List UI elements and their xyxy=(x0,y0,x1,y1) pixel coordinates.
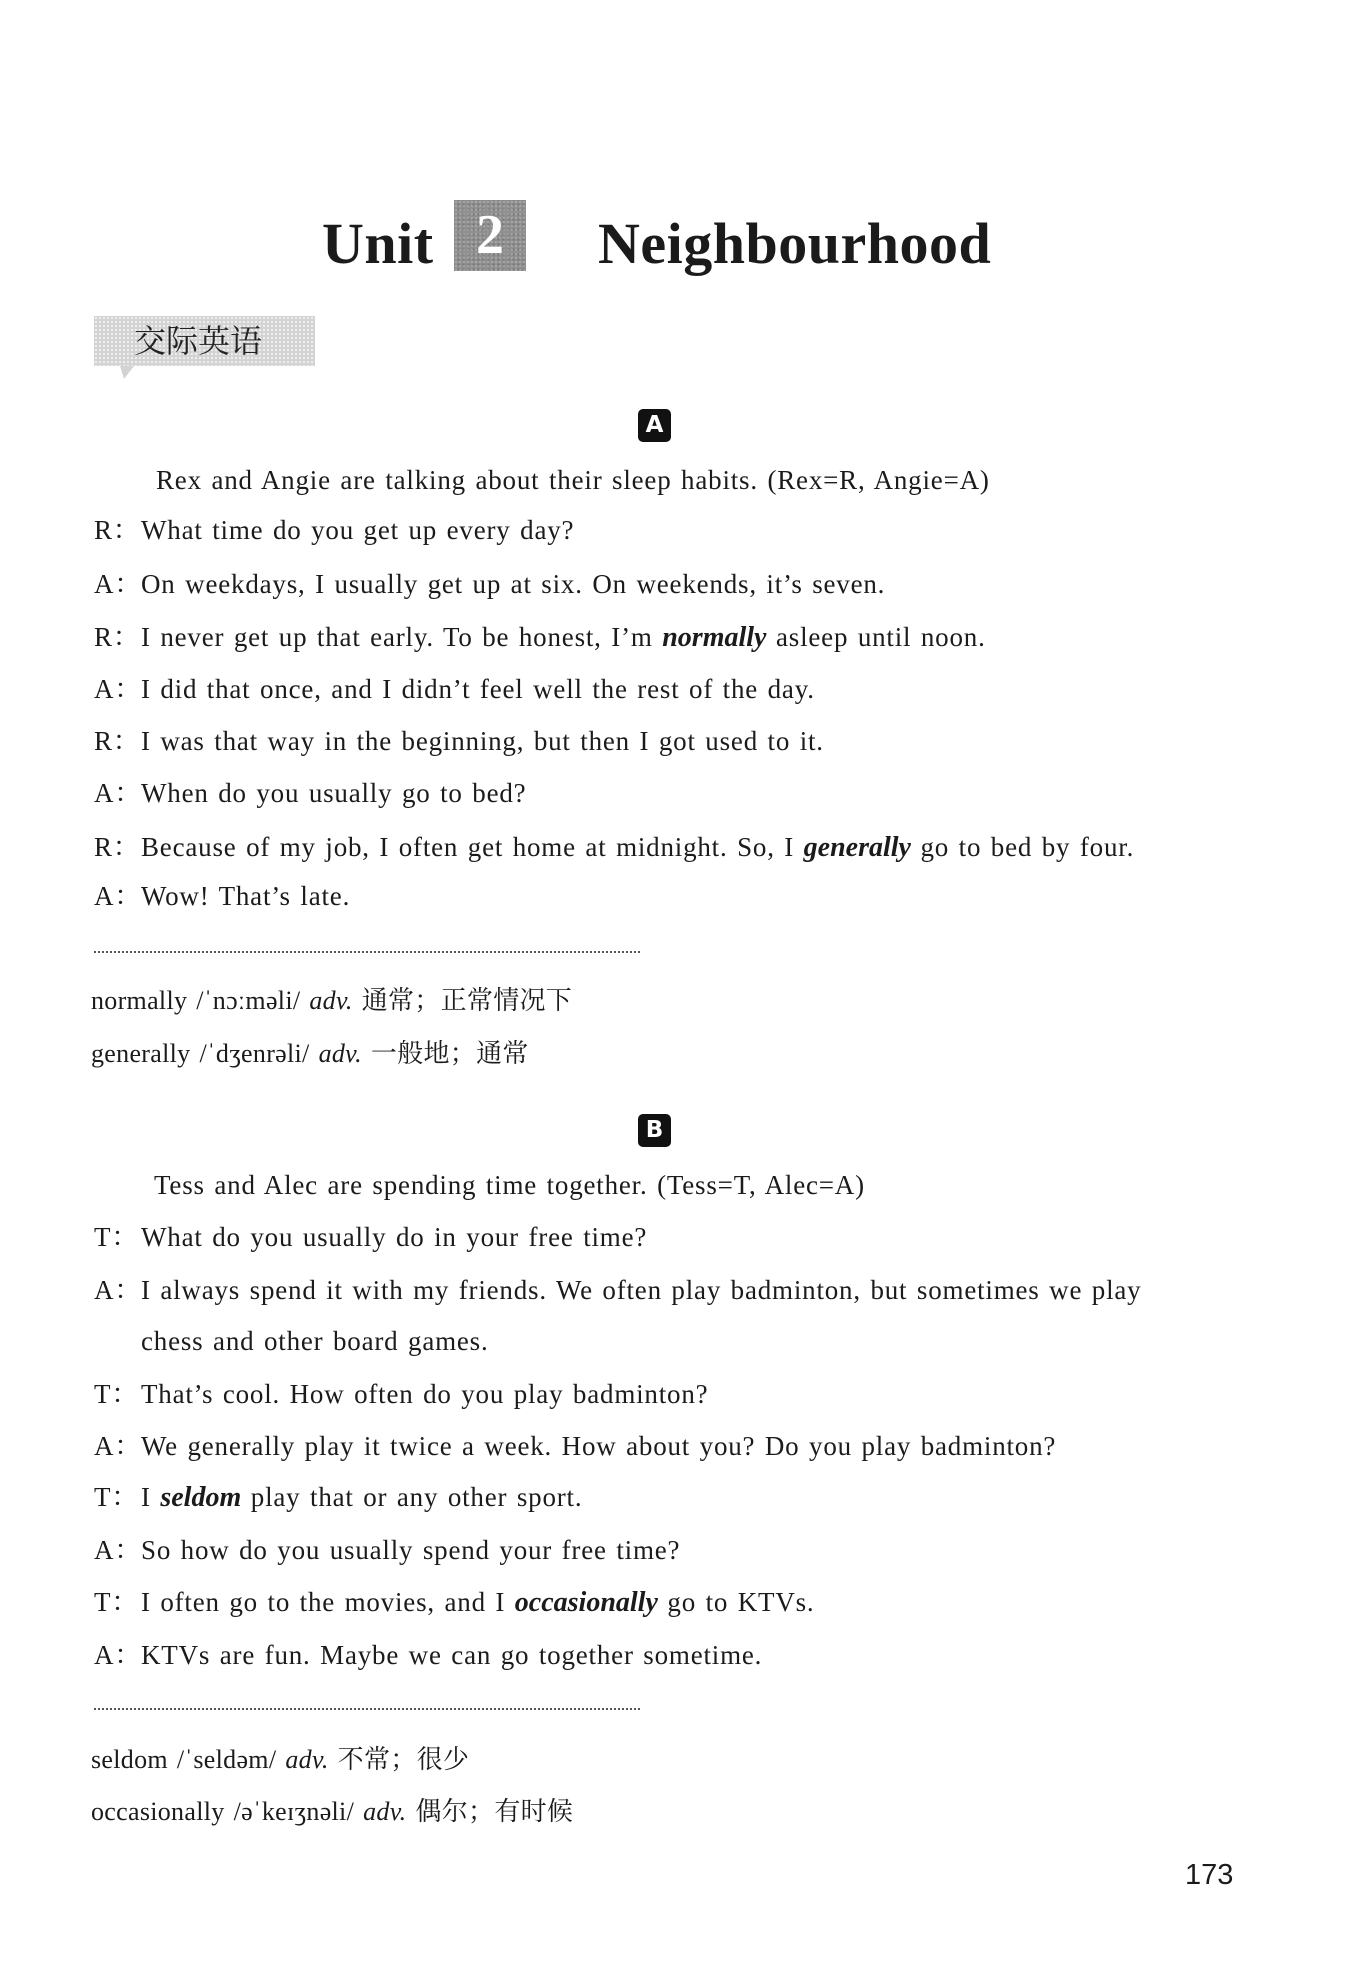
speaker-label: A： xyxy=(94,778,143,808)
line-text-before: I xyxy=(141,1482,161,1512)
speaker-label: T： xyxy=(94,1587,140,1617)
line-text: What do you usually do in your free time? xyxy=(141,1222,648,1252)
dialogue-intro: Tess and Alec are spending time together. (Tess=T, Alec=A) xyxy=(154,1170,865,1200)
vocab-pos: adv. xyxy=(309,986,353,1015)
vocab-phonetic: /əˈkeɪʒnəli/ xyxy=(233,1797,355,1826)
key-word: occasionally xyxy=(514,1587,658,1618)
vocab-entry xyxy=(91,1037,529,1071)
vocab-entry xyxy=(91,1743,469,1777)
line-text: We generally play it twice a week. How about you? Do you play badminton? xyxy=(141,1431,1057,1461)
key-word: seldom xyxy=(160,1482,242,1513)
speaker-label: R： xyxy=(94,515,141,545)
line-text: I did that once, and I didn’t feel well the rest of the day. xyxy=(141,674,815,704)
speaker-label: A： xyxy=(94,1535,143,1565)
key-word: generally xyxy=(803,832,911,863)
vocab-pos: adv. xyxy=(318,1039,362,1068)
section-tag-label: 交际英语 xyxy=(134,322,263,360)
dialogue-line xyxy=(94,1429,1056,1463)
vocab-pos: adv. xyxy=(363,1797,407,1826)
dialogue-line-continuation xyxy=(141,1324,489,1358)
speaker-label: T： xyxy=(94,1222,140,1252)
vocab-phonetic: /ˈdʒenrəli/ xyxy=(199,1039,310,1068)
dialogue-line xyxy=(94,567,885,601)
line-text: On weekdays, I usually get up at six. On weekends, it’s seven. xyxy=(141,569,886,599)
speaker-label: R： xyxy=(94,832,141,862)
vocab-pos: adv. xyxy=(285,1745,329,1774)
unit-title: Neighbourhood xyxy=(598,211,992,276)
line-text-before: I often go to the movies, and I xyxy=(141,1587,515,1617)
speaker-label: A： xyxy=(94,569,143,599)
vocab-phonetic: /ˈnɔːməli/ xyxy=(196,986,301,1015)
section-tag xyxy=(94,316,315,366)
line-text-after: go to KTVs. xyxy=(657,1587,815,1617)
dialogue-line xyxy=(94,724,824,758)
line-text: chess and other board games. xyxy=(141,1326,489,1356)
dialogue-line xyxy=(94,1377,708,1411)
part-b-badge: B xyxy=(638,1114,671,1147)
dialogue-line xyxy=(94,1220,647,1254)
dialogue-line xyxy=(94,1638,762,1672)
vocab-phonetic: /ˈseldəm/ xyxy=(176,1745,277,1774)
speaker-label: R： xyxy=(94,622,141,652)
vocab-word: normally xyxy=(91,986,188,1015)
speech-bubble-tail-icon xyxy=(120,366,134,379)
unit-number-box: 2 xyxy=(454,200,526,271)
part-a-badge: A xyxy=(638,409,671,442)
dialogue-intro: Rex and Angie are talking about their sleep habits. (Rex=R, Angie=A) xyxy=(156,465,990,495)
dialogue-line xyxy=(94,1533,680,1567)
vocab-meaning: 一般地；通常 xyxy=(370,1039,529,1069)
line-text: I was that way in the beginning, but then I got used to it. xyxy=(141,726,824,756)
vocab-word: generally xyxy=(91,1039,191,1068)
line-text-before: I never get up that early. To be honest, I’m xyxy=(141,622,663,652)
dotted-divider xyxy=(94,951,640,953)
line-text: What time do you get up every day? xyxy=(141,515,575,545)
speaker-label: A： xyxy=(94,674,143,704)
line-text: Wow! That’s late. xyxy=(141,881,351,911)
vocab-word: seldom xyxy=(91,1745,168,1774)
vocab-meaning: 偶尔；有时候 xyxy=(415,1797,574,1827)
speaker-label: A： xyxy=(94,1640,143,1670)
vocab-entry xyxy=(91,984,572,1018)
vocab-word: occasionally xyxy=(91,1797,225,1826)
key-word: normally xyxy=(662,622,767,653)
unit-label: Unit xyxy=(322,211,434,276)
dialogue-line xyxy=(94,879,350,913)
line-text-after: go to bed by four. xyxy=(910,832,1135,862)
line-text: When do you usually go to bed? xyxy=(141,778,527,808)
line-text: That’s cool. How often do you play badminton? xyxy=(141,1379,709,1409)
vocab-meaning: 不常；很少 xyxy=(337,1745,470,1775)
dialogue-line xyxy=(94,1585,814,1620)
speaker-label: T： xyxy=(94,1482,140,1512)
dotted-divider xyxy=(94,1708,640,1710)
dialogue-line xyxy=(94,620,986,655)
dialogue-line xyxy=(94,830,1134,865)
line-text: KTVs are fun. Maybe we can go together sometime. xyxy=(141,1640,763,1670)
line-text: I always spend it with my friends. We often play badminton, but sometimes we play xyxy=(141,1275,1142,1305)
speaker-label: A： xyxy=(94,881,143,911)
line-text-after: play that or any other sport. xyxy=(241,1482,583,1512)
speaker-label: A： xyxy=(94,1431,143,1461)
vocab-entry xyxy=(91,1795,573,1829)
dialogue-line xyxy=(94,513,574,547)
speaker-label: A： xyxy=(94,1275,143,1305)
dialogue-line xyxy=(94,1480,582,1515)
speaker-label: R： xyxy=(94,726,141,756)
line-text-before: Because of my job, I often get home at midnight. So, I xyxy=(141,832,804,862)
dialogue-line xyxy=(94,776,526,810)
dialogue-line xyxy=(94,1273,1141,1307)
line-text-after: asleep until noon. xyxy=(766,622,986,652)
vocab-meaning: 通常；正常情况下 xyxy=(361,986,573,1016)
dialogue-line xyxy=(94,672,815,706)
line-text: So how do you usually spend your free time? xyxy=(141,1535,681,1565)
page-number: 173 xyxy=(1185,1859,1234,1891)
speaker-label: T： xyxy=(94,1379,140,1409)
